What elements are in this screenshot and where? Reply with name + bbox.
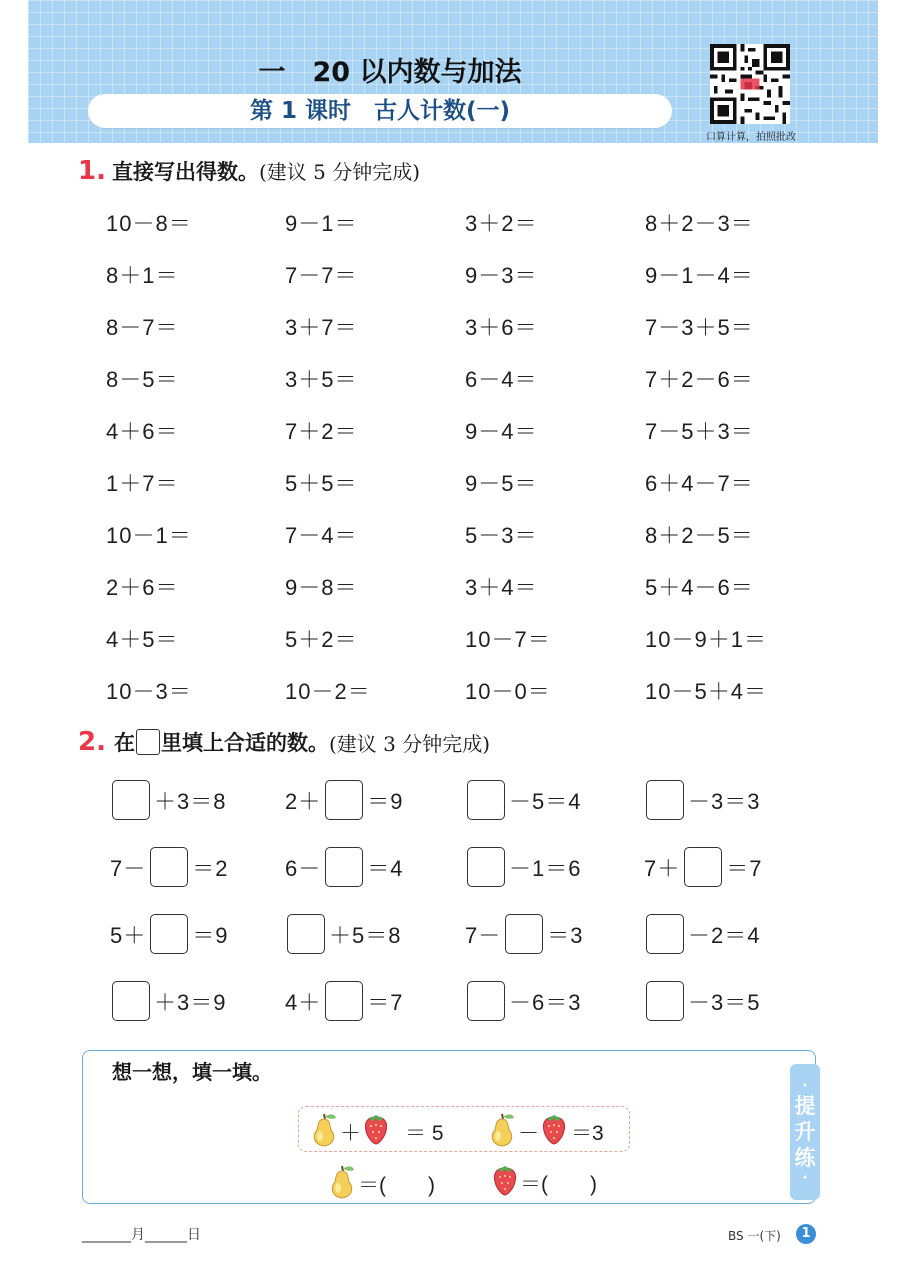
- answer-box[interactable]: [467, 847, 505, 887]
- equation-6-2: 5＋5＝: [285, 471, 358, 496]
- fill-suffix: ＝3: [547, 922, 584, 948]
- equation-2-1: 8＋1＝: [106, 263, 179, 288]
- fill-equation-1-4: [644, 780, 760, 820]
- extension-title: 想一想，填一填。: [112, 1060, 272, 1084]
- equation-1-4: 8＋2－3＝: [645, 211, 754, 236]
- pear-answer: [326, 1162, 435, 1206]
- answer-box[interactable]: [467, 780, 505, 820]
- fill-prefix: 4＋: [285, 989, 322, 1015]
- fill-prefix: 2＋: [285, 788, 322, 814]
- fill-equation-1-1: [110, 780, 226, 820]
- answer-box[interactable]: [150, 847, 188, 887]
- equation-5-3: 9－4＝: [465, 419, 538, 444]
- fill-equation-2-4: [644, 847, 763, 887]
- answer-box[interactable]: [646, 981, 684, 1021]
- equation-9-3: 10－7＝: [465, 627, 551, 652]
- equation-9-1: 4＋5＝: [106, 627, 179, 652]
- strawberry-icon: [361, 1113, 391, 1151]
- section2-number: 2.: [78, 727, 106, 757]
- strawberry-answer: [490, 1164, 597, 1202]
- answer-box[interactable]: [112, 780, 150, 820]
- fill-suffix: －3＝3: [688, 788, 761, 814]
- eq2-result: ＝3: [571, 1122, 604, 1145]
- equation-8-3: 3＋4＝: [465, 575, 538, 600]
- answer-box[interactable]: [150, 914, 188, 954]
- page-number: 1: [796, 1224, 816, 1244]
- equation-1-3: 3＋2＝: [465, 211, 538, 236]
- fill-equation-3-1: [110, 914, 229, 954]
- strawberry-icon: [539, 1113, 569, 1151]
- fill-suffix: ＋5＝8: [329, 922, 402, 948]
- equation-6-4: 6＋4－7＝: [645, 471, 754, 496]
- fill-suffix: －1＝6: [509, 855, 582, 881]
- strawberry-icon: [490, 1164, 520, 1202]
- fill-equation-3-4: [644, 914, 760, 954]
- fill-suffix: －3＝5: [688, 989, 761, 1015]
- fill-equation-2-3: [465, 847, 581, 887]
- answer-box[interactable]: [112, 981, 150, 1021]
- fill-suffix: ＝9: [192, 922, 229, 948]
- tab-char-1: 提: [794, 1094, 816, 1118]
- eq2-operator: －: [518, 1122, 539, 1145]
- fill-prefix: 7－: [110, 855, 147, 881]
- fill-prefix: 7－: [465, 922, 502, 948]
- fill-equation-1-3: [465, 780, 581, 820]
- equation-8-2: 9－8＝: [285, 575, 358, 600]
- footer-code: BS 一(下): [728, 1229, 781, 1243]
- section2-hint: (建议 3 分钟完成): [328, 731, 491, 756]
- date-day[interactable]: ______日: [145, 1227, 201, 1243]
- equation-1-1: 10－8＝: [106, 211, 192, 236]
- footer-date: [82, 1224, 201, 1244]
- strawberry-answer-blank[interactable]: ＝( ): [520, 1173, 597, 1196]
- qr-code-icon[interactable]: [710, 44, 790, 124]
- pear-icon: [308, 1110, 340, 1154]
- section1-hint: (建议 5 分钟完成): [258, 160, 421, 184]
- fill-prefix: 6－: [285, 855, 322, 881]
- equation-8-4: 5＋4－6＝: [645, 575, 754, 600]
- fill-equation-4-4: [644, 981, 760, 1021]
- equation-5-1: 4＋6＝: [106, 419, 179, 444]
- qr-caption: 口算计算，拍照批改: [706, 132, 796, 143]
- answer-box[interactable]: [646, 780, 684, 820]
- equation-2-3: 9－3＝: [465, 263, 538, 288]
- equation-6-3: 9－5＝: [465, 471, 538, 496]
- fruit-equation-2: [486, 1110, 604, 1154]
- date-month[interactable]: _______月: [82, 1227, 145, 1243]
- fill-suffix: ＋3＝8: [154, 788, 227, 814]
- equation-10-2: 10－2＝: [285, 679, 371, 704]
- answer-box[interactable]: [287, 914, 325, 954]
- fill-equation-4-2: [285, 981, 404, 1021]
- equation-8-1: 2＋6＝: [106, 575, 179, 600]
- section1-heading: [78, 156, 420, 186]
- section2-text-before: 在: [113, 731, 135, 755]
- tab-dot: ·: [802, 1170, 808, 1186]
- equation-9-2: 5＋2＝: [285, 627, 358, 652]
- equation-10-4: 10－5＋4＝: [645, 679, 767, 704]
- tab-dot: ·: [802, 1078, 808, 1094]
- fill-prefix: 7＋: [644, 855, 681, 881]
- pear-icon: [486, 1110, 518, 1154]
- fill-suffix: ＝7: [726, 855, 763, 881]
- fill-prefix: 5＋: [110, 922, 147, 948]
- lesson-title: 第 1 课时 古人计数(一): [249, 98, 511, 124]
- equation-3-3: 3＋6＝: [465, 315, 538, 340]
- section1-number: 1.: [78, 156, 106, 186]
- answer-box[interactable]: [467, 981, 505, 1021]
- fill-equation-2-1: [110, 847, 229, 887]
- section2-text-after: 里填上合适的数。: [160, 731, 329, 755]
- equation-9-4: 10－9＋1＝: [645, 627, 767, 652]
- equation-7-2: 7－4＝: [285, 523, 358, 548]
- eq1-result: ＝ 5: [405, 1122, 444, 1145]
- fruit-equation-1: [308, 1110, 444, 1154]
- equation-7-1: 10－1＝: [106, 523, 192, 548]
- equation-5-2: 7＋2＝: [285, 419, 358, 444]
- equation-5-4: 7－5＋3＝: [645, 419, 754, 444]
- equation-4-4: 7＋2－6＝: [645, 367, 754, 392]
- pear-icon: [326, 1162, 358, 1206]
- eq1-operator: ＋: [340, 1122, 361, 1145]
- equation-2-2: 7－7＝: [285, 263, 358, 288]
- equation-7-3: 5－3＝: [465, 523, 538, 548]
- equation-3-2: 3＋7＝: [285, 315, 358, 340]
- section2-heading: [78, 727, 490, 757]
- fill-suffix: ＝9: [367, 788, 404, 814]
- fill-equation-1-2: [285, 780, 404, 820]
- section1-text: 直接写出得数。: [111, 160, 259, 184]
- fill-suffix: ＝2: [192, 855, 229, 881]
- equation-2-4: 9－1－4＝: [645, 263, 754, 288]
- answer-box[interactable]: [325, 780, 363, 820]
- equation-1-2: 9－1＝: [285, 211, 358, 236]
- answer-box[interactable]: [325, 847, 363, 887]
- tab-char-2: 升: [794, 1120, 816, 1144]
- equation-4-2: 3＋5＝: [285, 367, 358, 392]
- equation-6-1: 1＋7＝: [106, 471, 179, 496]
- equation-3-4: 7－3＋5＝: [645, 315, 754, 340]
- extension-tab: [790, 1064, 820, 1200]
- tab-char-3: 练: [794, 1146, 816, 1170]
- fill-equation-3-3: [465, 914, 584, 954]
- fill-suffix: ＝4: [367, 855, 404, 881]
- fill-equation-4-1: [110, 981, 226, 1021]
- equation-10-3: 10－0＝: [465, 679, 551, 704]
- fill-suffix: －5＝4: [509, 788, 582, 814]
- equation-10-1: 10－3＝: [106, 679, 192, 704]
- fill-equation-3-2: [285, 914, 401, 954]
- equation-3-1: 8－7＝: [106, 315, 179, 340]
- fill-suffix: －2＝4: [688, 922, 761, 948]
- answer-box[interactable]: [505, 914, 543, 954]
- answer-box[interactable]: [325, 981, 363, 1021]
- unit-title: 一 20 以内数与加法: [258, 57, 522, 88]
- equation-4-3: 6－4＝: [465, 367, 538, 392]
- pear-answer-blank[interactable]: ＝( ): [358, 1174, 435, 1197]
- fill-equation-4-3: [465, 981, 581, 1021]
- fill-suffix: ＝7: [367, 989, 404, 1015]
- fill-equation-2-2: [285, 847, 404, 887]
- answer-box[interactable]: [646, 914, 684, 954]
- fill-suffix: ＋3＝9: [154, 989, 227, 1015]
- equation-4-1: 8－5＝: [106, 367, 179, 392]
- answer-box[interactable]: [684, 847, 722, 887]
- inline-blank-box: [136, 729, 160, 755]
- equation-7-4: 8＋2－5＝: [645, 523, 754, 548]
- fill-suffix: －6＝3: [509, 989, 582, 1015]
